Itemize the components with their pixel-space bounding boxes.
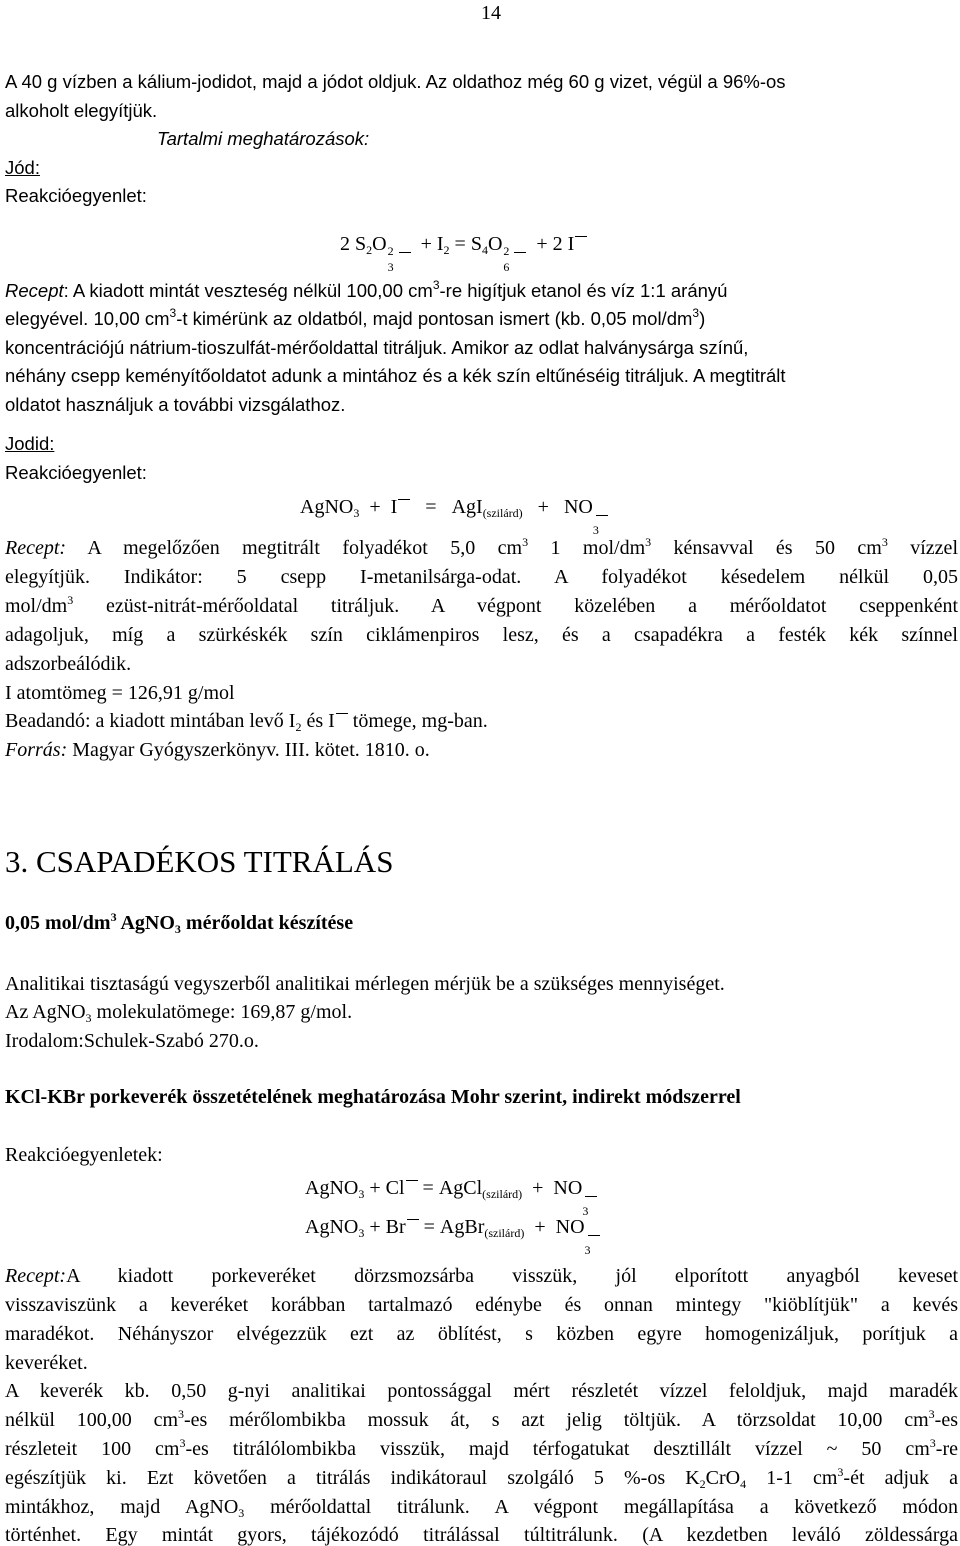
recipe-line: Recept: A megelőzően megtitrált folyadékot 5,0 $cm^3$ 1 mol/$dm^3$ kénsavval és 50 $cm^3$ vízzel bbox=[5, 535, 958, 559]
reaction-label: Reakcióegyenlet: bbox=[5, 462, 147, 483]
body-line: Az AgNO$_3$ molekulatömege: 169,87 g/mol. bbox=[5, 1001, 353, 1025]
recipe-line: oldatot használjuk a további vizsgálathoz. bbox=[5, 394, 346, 415]
section-subtitle: KCl-KBr porkeverék összetételének meghatározása Mohr szerint, indirekt módszerrel bbox=[5, 1086, 741, 1108]
atomic-mass-line: I atomtömeg = 126,91 g/mol bbox=[5, 682, 235, 704]
body-line: mintákhoz, majd AgNO$_3$ mérőoldattal titrálunk. A végpont megállapítása a következő módon bbox=[5, 1496, 958, 1520]
source-line: Forrás: Magyar Gyógyszerkönyv. III. kötet. 1810. o. bbox=[5, 739, 430, 761]
body-line: Irodalom:Schulek-Szabó 270.o. bbox=[5, 1030, 259, 1052]
equation-iodide: AgNO$_3$ + I = AgI$_{(szilárd)}$ + NO 3 bbox=[300, 497, 607, 517]
body-line: nélkül 100,00 $cm^3-es$ mérőlombikba mossuk át, s azt jelig töltjük. A törzsoldat 10,00 $cm^3-es$ bbox=[5, 1407, 958, 1431]
recipe-line: keveréket. bbox=[5, 1352, 88, 1374]
recipe-line: adszorbeálódik. bbox=[5, 653, 132, 675]
recipe-line: mol/$dm^3$ ezüst-nitrát-mérőoldatal titráljuk. A végpont közelében a mérőoldatot cseppenként bbox=[5, 593, 958, 617]
equation-chloride: AgNO$_3$ + Cl = AgCl$_{(szilárd)}$ + NO 3 bbox=[305, 1178, 596, 1198]
intro-line: alkoholt elegyítjük. bbox=[5, 100, 158, 121]
recipe-line: maradékot. Néhányszor elvégezzük ezt az öblítést, s közben egyre homogenizáljuk, porítjuk a bbox=[5, 1323, 958, 1345]
recipe-line: Recept: A kiadott mintát veszteség nélkül 100,00 $cm^3-re$ higítjuk etanol és víz 1:1 arányú bbox=[5, 278, 728, 301]
body-line: egészítjük ki. Ezt követően a titrálás indikátoraul szolgáló 5 %-os $K_2CrO_4$ 1-1 $cm^3-ét$ adjuk a bbox=[5, 1465, 958, 1491]
body-line: A keverék kb. 0,50 g-nyi analitikai pontossággal mért részletét vízzel feloldjuk, majd maradék bbox=[5, 1380, 958, 1402]
reaction-label: Reakcióegyenlet: bbox=[5, 185, 147, 206]
body-line: Analitikai tisztaságú vegyszerből analitikai mérlegen mérjük be a szükséges mennyiséget. bbox=[5, 973, 725, 995]
recipe-line: adagoljuk, míg a szürkéskék szín ciklámenpiros lesz, és a csapadékra a festék kék színnel bbox=[5, 624, 958, 646]
recipe-line: visszaviszünk a keveréket korábban tartalmazó edénybe és onnan mintegy "kiöblítjük" a kevés bbox=[5, 1294, 958, 1316]
chapter-title: 3. CSAPADÉKOS TITRÁLÁS bbox=[5, 844, 394, 879]
recipe-line: elegyével. 10,00 $cm^3-t$ kimérünk az oldatból, majd pontosan ismert (kb. 0,05 mol/$dm^3$) bbox=[5, 306, 706, 329]
submit-line: Beadandó: a kiadott mintában levő $I_2$ és I tömege, mg-ban. bbox=[5, 710, 488, 734]
section-heading: Tartalmi meghatározások: bbox=[157, 128, 370, 149]
page-number: 14 bbox=[481, 2, 501, 24]
recipe-line: elegyítjük. Indikátor: 5 csepp I-metanilsárga-odat. A folyadékot késedelem nélkül 0,05 bbox=[5, 566, 958, 588]
body-line: történhet. Egy mintát gyors, tájékozódó titrálással túltitrálunk. (A kezdetben leváló zöldessárga bbox=[5, 1524, 958, 1546]
iodine-label: Jód: bbox=[5, 157, 40, 178]
intro-line: A 40 g vízben a kálium-jodidot, majd a jódot oldjuk. Az oldathoz még 60 g vizet, végül a 96%-os bbox=[5, 71, 786, 92]
equation-bromide: AgNO$_3$ + Br = AgBr$_{(szilárd)}$ + NO 3 bbox=[305, 1217, 599, 1237]
recipe-line: Recept:A kiadott porkeveréket dörzsmozsárba visszük, jól elporított anyagból keveset bbox=[5, 1265, 958, 1287]
equation-thiosulfate: 2 $S_2O$ 2 3 + $I_2 = S_4O$ 2 6 + 2 I bbox=[340, 234, 587, 254]
reaction-label: Reakcióegyenletek: bbox=[5, 1144, 163, 1166]
recipe-line: néhány csepp keményítőoldatot adunk a mintához és a kék szín eltűnéséig titráljuk. A megtitrált bbox=[5, 365, 786, 386]
section-subtitle: 0,05 mol/$dm^3$ AgNO$_3$ mérőoldat készítése bbox=[5, 910, 354, 936]
body-line: részleteit 100 $cm^3-es$ titrálólombikba visszük, majd térfogatukat desztillált vízzel ~ 50 $cm^3-re$ bbox=[5, 1436, 958, 1460]
iodide-label: Jodid: bbox=[5, 433, 55, 454]
recipe-line: koncentrációjú nátrium-tioszulfát-mérőoldattal titráljuk. Amikor az odlat halványsárga színű, bbox=[5, 337, 749, 358]
